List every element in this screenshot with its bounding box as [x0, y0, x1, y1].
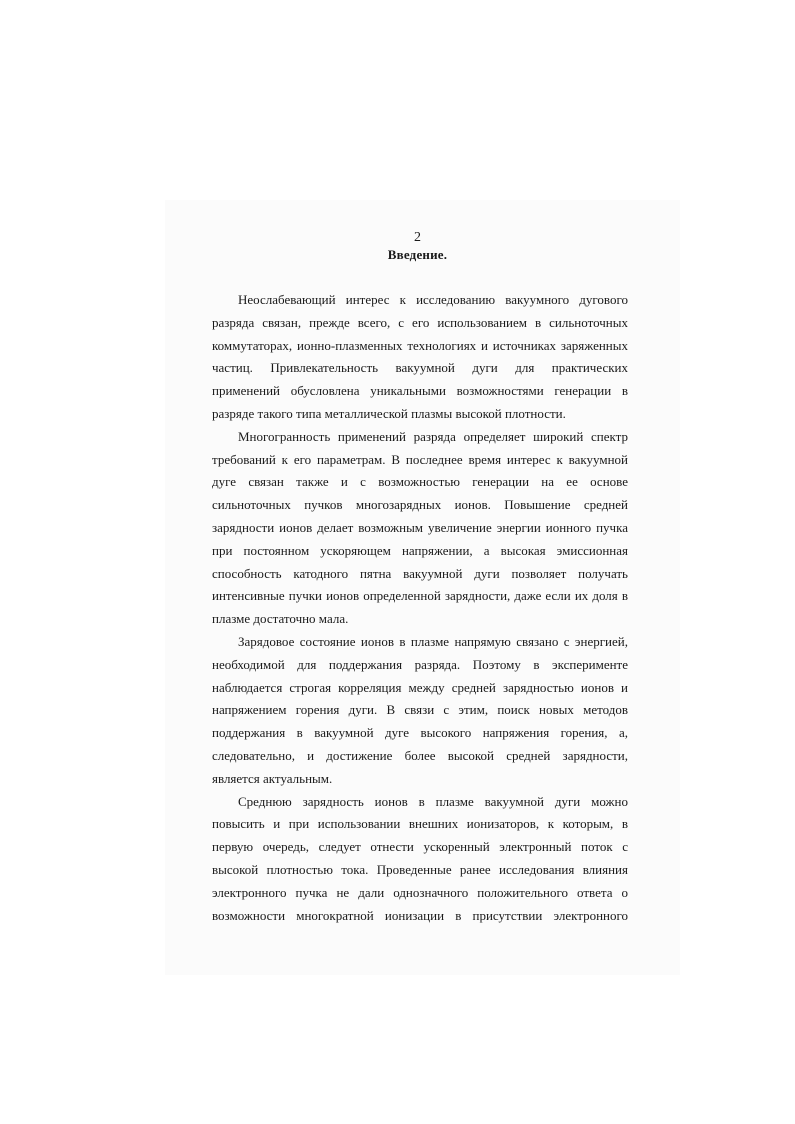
text-line: разряде такого типа металлической плазмы высокой плотности. [212, 405, 566, 421]
paragraph-1 [212, 289, 628, 426]
body-text [212, 289, 628, 927]
text-line: разряда связан, прежде всего, с его использованием в сильноточных [212, 314, 628, 330]
text-line: плазме достаточно мала. [212, 611, 349, 627]
text-line: Среднюю зарядность ионов в плазме вакуумной дуги можно [238, 793, 628, 809]
text-line: высокой плотностью тока. Проведенные ранее исследования влияния [212, 861, 628, 877]
text-line: применений обусловлена уникальными возможностями генерации в [212, 383, 628, 399]
text-line: поддержания в вакуумной дуге высокого напряжения горения, а, [212, 725, 628, 741]
text-line: требований к его параметрам. В последнее время интерес к вакуумной [212, 451, 628, 467]
text-line: дуге связан также и с возможностью генерации на ее основе [212, 474, 628, 490]
text-line: следовательно, и достижение более высокой средней зарядности, [212, 747, 628, 763]
text-line: первую очередь, следует отнести ускоренный электронный поток с [212, 839, 628, 855]
text-line: Зарядовое состояние ионов в плазме напрямую связано с энергией, [238, 633, 628, 649]
text-line: повысить и при использовании внешних ионизаторов, к которым, в [212, 816, 628, 832]
text-line: необходимой для поддержания разряда. Поэтому в эксперименте [212, 656, 628, 672]
page-number: 2 [414, 230, 421, 245]
text-line: зарядности ионов делает возможным увеличение энергии ионного пучка [212, 519, 628, 535]
paragraph-3 [212, 631, 628, 791]
text-line: возможности многократной ионизации в присутствии электронного [212, 907, 628, 923]
text-line: электронного пучка не дали однозначного положительного ответа о [212, 884, 628, 900]
page-heading: Введение. [387, 247, 448, 262]
text-line: интенсивные пучки ионов определенной зарядности, даже если их доля в [212, 588, 628, 604]
text-line: при постоянном ускоряющем напряжении, а высокая эмиссионная [212, 542, 628, 558]
paragraph-4 [212, 791, 628, 928]
text-line: коммутаторах, ионно-плазменных технологиях и источниках заряженных [212, 337, 628, 353]
text-line: сильноточных пучков многозарядных ионов. Повышение средней [212, 497, 628, 513]
paragraph-2 [212, 426, 628, 631]
text-line: способность катодного пятна вакуумной дуги позволяет получать [212, 565, 628, 581]
text-line: Многогранность применений разряда определяет широкий спектр [238, 428, 628, 444]
text-line: является актуальным. [212, 770, 333, 786]
text-line: наблюдается строгая корреляция между средней зарядностью ионов и [212, 679, 628, 695]
text-line: частиц. Привлекательность вакуумной дуги для практических [212, 360, 628, 376]
text-line: напряжением горения дуги. В связи с этим, поиск новых методов [212, 702, 628, 718]
text-line: Неослабевающий интерес к исследованию вакуумного дугового [238, 292, 628, 307]
